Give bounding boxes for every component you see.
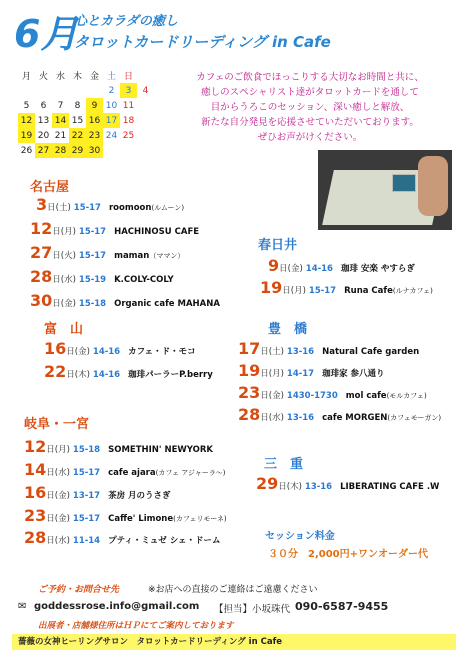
event-venue: 珈琲パーラーP.berry bbox=[128, 370, 213, 380]
event-row bbox=[268, 256, 415, 275]
calendar-day bbox=[69, 83, 86, 98]
section-toyohashi-title: 豊 橋 bbox=[268, 322, 308, 337]
event-weekday: 日(月) bbox=[52, 227, 76, 237]
event-weekday: 日(月) bbox=[46, 445, 70, 455]
event-day: 19 bbox=[238, 361, 261, 380]
calendar-day bbox=[86, 83, 103, 98]
event-time: 15-19 bbox=[78, 275, 107, 285]
calendar-day: 19 bbox=[18, 128, 35, 143]
calendar-day bbox=[103, 143, 120, 158]
calendar-day: 11 bbox=[122, 100, 135, 111]
event-day: 9 bbox=[268, 256, 280, 275]
event-venue-sub: （ママン） bbox=[149, 252, 185, 260]
event-venue: Caffe' Limone bbox=[108, 514, 174, 524]
event-day: 29 bbox=[256, 474, 279, 493]
calendar-day bbox=[120, 143, 137, 158]
hand bbox=[418, 156, 448, 216]
intro-line: 癒しのスペシャリスト達がタロットカードを通して bbox=[201, 87, 419, 98]
event-row bbox=[36, 195, 184, 214]
price-text: ３０分 2,000円+ワンオーダー代 bbox=[268, 549, 429, 560]
event-time: 13-16 bbox=[304, 482, 333, 492]
event-time: 14-17 bbox=[286, 369, 315, 379]
calendar-week bbox=[18, 128, 154, 143]
weekday: 金 bbox=[89, 72, 99, 82]
calendar-day: 26 bbox=[20, 145, 33, 156]
event-time: 1430-1730 bbox=[286, 391, 338, 401]
tarot-photo bbox=[318, 150, 452, 230]
event-venue: mol cafe bbox=[345, 391, 387, 401]
calendar-day: 24 bbox=[105, 130, 118, 141]
exhibitor-note: 出展者・店舗様住所はＨＰにてご案内しております bbox=[38, 621, 234, 631]
calendar-day bbox=[18, 83, 35, 98]
event-row bbox=[30, 243, 184, 262]
weekday: 水 bbox=[55, 72, 65, 82]
calendar-day: 15 bbox=[71, 115, 84, 126]
calendar-day: 6 bbox=[40, 100, 47, 111]
event-weekday: 日(月) bbox=[282, 286, 306, 296]
section-kasugai-title: 春日井 bbox=[258, 238, 298, 253]
event-day: 16 bbox=[44, 339, 67, 358]
event-venue: 珈琲家 参八通り bbox=[322, 369, 385, 379]
event-venue: 茶房 月のうさぎ bbox=[108, 491, 171, 501]
calendar-day: 27 bbox=[35, 143, 52, 158]
page-title: タロットカードリーディング in Cafe bbox=[74, 33, 331, 51]
calendar-day: 16 bbox=[86, 113, 103, 128]
calendar bbox=[18, 68, 154, 158]
section-toyama-title: 富 山 bbox=[44, 322, 84, 337]
event-row bbox=[238, 383, 427, 402]
event-time: 14-16 bbox=[92, 347, 121, 357]
footer-banner: 薔薇の女神ヒーリングサロン タロットカードリーディング in Cafe bbox=[12, 634, 456, 650]
event-day: 12 bbox=[24, 437, 47, 456]
event-day: 22 bbox=[44, 362, 67, 381]
calendar-day: 9 bbox=[86, 98, 103, 113]
event-day: 17 bbox=[238, 339, 261, 358]
calendar-day: 7 bbox=[57, 100, 64, 111]
event-venue: HACHINOSU CAFE bbox=[114, 227, 200, 237]
event-time: 13-17 bbox=[72, 491, 101, 501]
calendar-day: 22 bbox=[69, 128, 86, 143]
event-venue: 珈琲 安楽 やすらぎ bbox=[340, 264, 415, 274]
event-row bbox=[30, 219, 199, 238]
event-row bbox=[238, 405, 441, 424]
event-venue-sub: (カフェ アジャーラ～) bbox=[155, 469, 226, 477]
event-venue: roomoon bbox=[108, 203, 152, 213]
event-weekday: 日(金) bbox=[46, 514, 70, 524]
tarot-cards bbox=[392, 174, 416, 192]
weekday: 月 bbox=[21, 72, 31, 82]
event-venue-sub: (カフェリモーネ) bbox=[173, 515, 227, 523]
mail-icon: ✉ bbox=[18, 601, 27, 612]
calendar-day: 3 bbox=[120, 83, 137, 98]
event-row bbox=[256, 474, 439, 493]
event-time: 15-17 bbox=[78, 227, 107, 237]
event-time: 15-17 bbox=[308, 286, 337, 296]
event-time: 14-16 bbox=[305, 264, 333, 274]
section-gifu-title: 岐阜・一宮 bbox=[24, 417, 90, 432]
intro-line: 目からうろこのセッション、深い癒しと解放、 bbox=[210, 102, 410, 113]
event-row bbox=[238, 339, 419, 358]
event-day: 28 bbox=[24, 528, 47, 547]
event-day: 23 bbox=[238, 383, 261, 402]
event-row bbox=[24, 528, 221, 547]
calendar-day: 21 bbox=[54, 130, 67, 141]
event-time: 15-17 bbox=[78, 251, 107, 261]
event-time: 14-16 bbox=[92, 370, 121, 380]
event-time: 15-17 bbox=[72, 468, 101, 478]
event-venue: SOMETHIN' NEWYORK bbox=[108, 445, 213, 455]
event-row bbox=[24, 437, 213, 456]
weekday: 日 bbox=[123, 72, 133, 82]
intro-line: カフェのご飲食でほっこりする大切なお時間と共に、 bbox=[196, 72, 424, 83]
intro-line: ぜひお声がけください。 bbox=[257, 132, 363, 143]
calendar-day: 13 bbox=[37, 115, 50, 126]
event-row bbox=[24, 506, 227, 525]
event-day: 3 bbox=[36, 195, 48, 214]
intro-line: 新たな自分発見を応援させていただいております。 bbox=[201, 117, 419, 128]
calendar-day: 5 bbox=[23, 100, 30, 111]
event-weekday: 日(土) bbox=[260, 347, 284, 357]
event-weekday: 日(火) bbox=[52, 251, 76, 261]
section-mie-title: 三 重 bbox=[264, 457, 304, 472]
section-nagoya-title: 名古屋 bbox=[30, 180, 70, 195]
event-day: 27 bbox=[30, 243, 53, 262]
event-venue: cafe MORGEN bbox=[322, 413, 388, 423]
contact-notice: ※お店への直接のご連絡はご遠慮ください bbox=[148, 585, 318, 595]
event-time: 13-16 bbox=[286, 413, 315, 423]
price-heading: セッション料金 bbox=[265, 531, 335, 542]
contact-email[interactable]: goddessrose.info@gmail.com bbox=[34, 601, 200, 612]
calendar-day: 29 bbox=[69, 143, 86, 158]
contact-label: ご予約・お問合せ先 bbox=[38, 585, 120, 595]
event-time: 15-17 bbox=[73, 203, 101, 213]
event-weekday: 日(土) bbox=[47, 203, 71, 213]
event-row bbox=[44, 362, 213, 381]
event-venue: Organic cafe MAHANA bbox=[114, 299, 220, 309]
calendar-day: 20 bbox=[37, 130, 50, 141]
calendar-day: 23 bbox=[86, 128, 103, 143]
event-time: 15-18 bbox=[78, 299, 107, 309]
event-day: 30 bbox=[30, 291, 53, 310]
event-day: 28 bbox=[30, 267, 53, 286]
event-weekday: 日(金) bbox=[279, 264, 303, 274]
calendar-day: 10 bbox=[105, 100, 118, 111]
event-day: 12 bbox=[30, 219, 53, 238]
event-weekday: 日(木) bbox=[278, 482, 302, 492]
event-weekday: 日(水) bbox=[46, 468, 70, 478]
calendar-day: 4 bbox=[142, 85, 149, 96]
calendar-week bbox=[18, 143, 154, 158]
event-day: 14 bbox=[24, 460, 47, 479]
event-venue: K.COLY-COLY bbox=[114, 275, 174, 285]
calendar-weekdays bbox=[18, 68, 154, 83]
calendar-day bbox=[35, 83, 52, 98]
event-venue-sub: (モルカフェ) bbox=[386, 392, 427, 400]
event-day: 16 bbox=[24, 483, 47, 502]
event-row bbox=[238, 361, 385, 380]
contact-person: 【担当】小坂珠代 bbox=[214, 604, 291, 615]
event-weekday: 日(金) bbox=[260, 391, 284, 401]
event-venue: cafe ajara bbox=[108, 468, 156, 478]
subtitle: 心とカラダの癒し bbox=[74, 14, 178, 29]
event-day: 19 bbox=[260, 278, 283, 297]
calendar-day: 8 bbox=[74, 100, 81, 111]
event-time: 11-14 bbox=[72, 536, 101, 546]
event-venue-sub: (カフェモーガン) bbox=[387, 414, 442, 422]
event-day: 28 bbox=[238, 405, 261, 424]
event-row bbox=[260, 278, 433, 297]
event-row bbox=[24, 460, 226, 479]
weekday: 土 bbox=[106, 72, 116, 82]
event-venue: カフェ・ド・モコ bbox=[128, 347, 196, 357]
calendar-week bbox=[18, 83, 154, 98]
calendar-day: 28 bbox=[52, 143, 69, 158]
event-venue: LIBERATING CAFE .W bbox=[340, 482, 440, 492]
event-weekday: 日(木) bbox=[66, 370, 90, 380]
weekday: 火 bbox=[38, 72, 48, 82]
event-row bbox=[24, 483, 171, 502]
event-row bbox=[44, 339, 196, 358]
calendar-week bbox=[18, 113, 154, 128]
event-venue: Natural Cafe garden bbox=[322, 347, 420, 357]
event-time: 15-18 bbox=[72, 445, 101, 455]
calendar-day: 2 bbox=[108, 85, 115, 96]
event-weekday: 日(金) bbox=[52, 299, 76, 309]
event-row bbox=[30, 267, 174, 286]
event-venue-sub: (ルムーン) bbox=[151, 204, 185, 212]
calendar-day: 12 bbox=[18, 113, 35, 128]
intro-text bbox=[160, 70, 460, 145]
event-row bbox=[30, 291, 220, 310]
event-time: 13-16 bbox=[286, 347, 315, 357]
event-day: 23 bbox=[24, 506, 47, 525]
calendar-day: 14 bbox=[52, 113, 69, 128]
calendar-day: 30 bbox=[86, 143, 103, 158]
calendar-day: 17 bbox=[103, 113, 120, 128]
event-venue: プティ・ミュゼ シェ・ドーム bbox=[108, 536, 221, 546]
event-time: 15-17 bbox=[72, 514, 101, 524]
event-weekday: 日(水) bbox=[46, 536, 70, 546]
event-venue-sub: (ルナカフェ) bbox=[392, 287, 433, 295]
event-weekday: 日(水) bbox=[52, 275, 76, 285]
calendar-day bbox=[52, 83, 69, 98]
event-weekday: 日(金) bbox=[46, 491, 70, 501]
event-venue: Runa Cafe bbox=[344, 286, 393, 296]
event-weekday: 日(水) bbox=[260, 413, 284, 423]
calendar-day: 18 bbox=[122, 115, 135, 126]
event-weekday: 日(金) bbox=[66, 347, 90, 357]
event-venue: maman bbox=[114, 251, 150, 261]
month-heading: 6月 bbox=[14, 12, 79, 56]
calendar-day: 25 bbox=[122, 130, 135, 141]
contact-phone[interactable]: 090-6587-9455 bbox=[295, 600, 389, 613]
calendar-week bbox=[18, 98, 154, 113]
event-weekday: 日(月) bbox=[260, 369, 284, 379]
weekday: 木 bbox=[72, 72, 82, 82]
